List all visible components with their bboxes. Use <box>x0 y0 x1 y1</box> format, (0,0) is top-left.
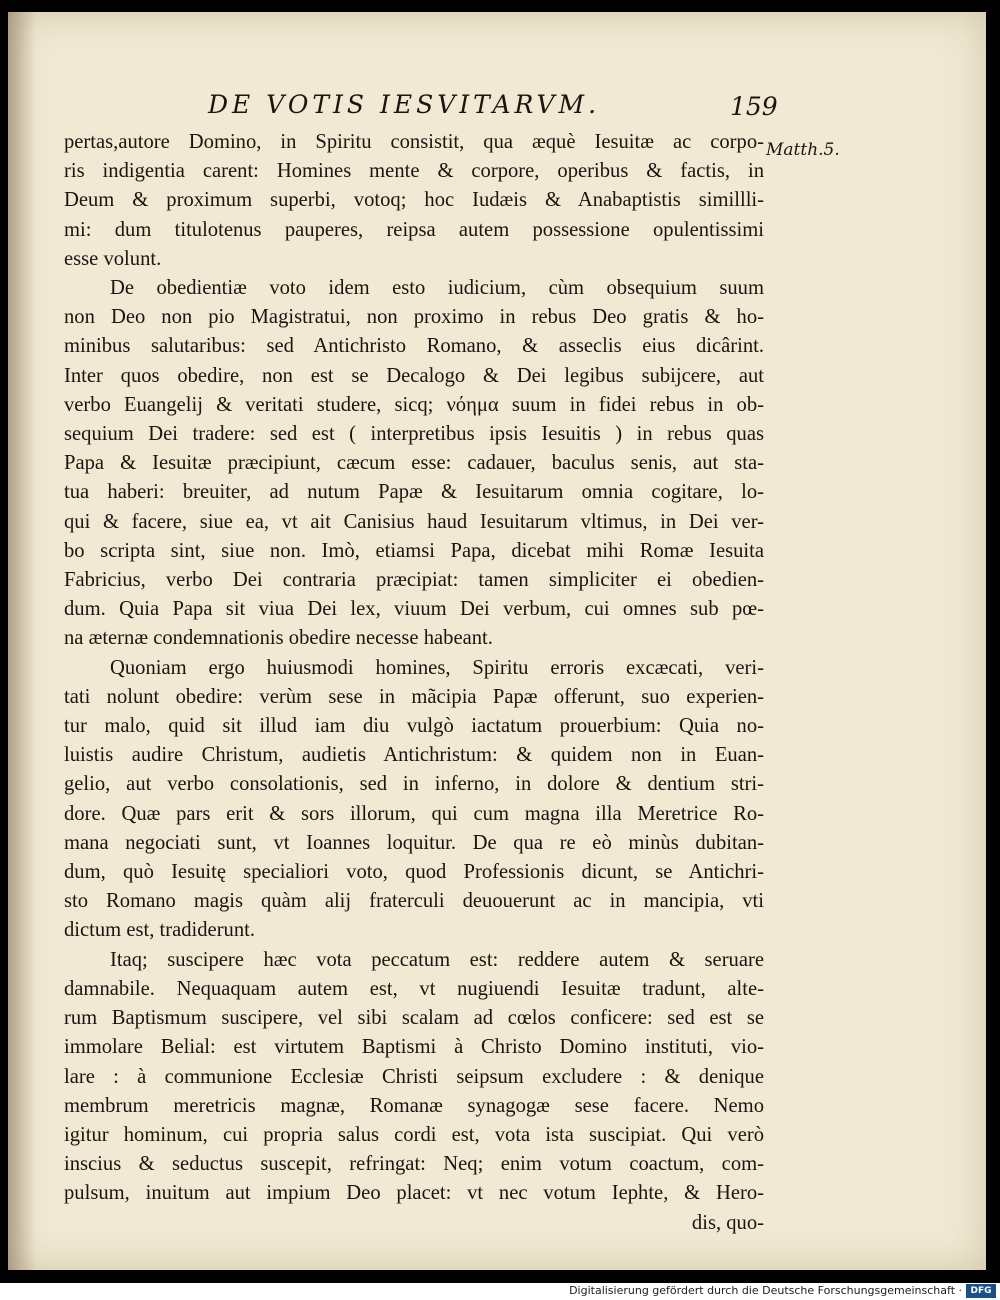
text-line: Itaq; suscipere hæc vota peccatum est: reddere autem & seruare <box>110 948 764 971</box>
page-number: 159 <box>730 92 778 121</box>
text-line: luistis audire Christum, audietis Antichristum: & quidem non in Euan- <box>64 744 764 767</box>
text-line: bo scripta sint, siue non. Imò, etiamsi Papa, dicebat mihi Romæ Iesuita <box>64 539 764 562</box>
marginal-note: Matth.5. <box>766 140 840 160</box>
text-line: Papa & Iesuitæ præcipiunt, cæcum esse: cadauer, baculus senis, aut sta- <box>64 452 764 475</box>
text-line: dictum est, tradiderunt. <box>64 919 256 942</box>
text-line: sequium Dei tradere: sed est ( interpretibus ipsis Iesuitis ) in rebus quas <box>64 423 764 446</box>
text-line: tati nolunt obedire: verùm sese in mãcipia Papæ offerunt, suo experien- <box>64 685 764 708</box>
text-line: Quoniam ergo huiusmodi homines, Spiritu erroris excæcati, veri- <box>110 656 764 679</box>
text-line: qui & facere, siue ea, vt ait Canisius haud Iesuitarum vltimus, in Dei ver- <box>64 510 764 533</box>
text-line: mi: dum titulotenus pauperes, reipsa autem possessione opulentissimi <box>64 218 764 241</box>
text-line: immolare Belial: est virtutem Baptismi à Christo Domino instituti, vio- <box>64 1036 764 1059</box>
text-line: igitur hominum, cui propria salus cordi est, vota ista suscipiat. Qui verò <box>64 1123 764 1146</box>
digitization-footer <box>0 1283 1000 1300</box>
text-line: minibus salutaribus: sed Antichristo Romano, & asseclis eius dicârint. <box>64 335 764 358</box>
text-line: non Deo non pio Magistratui, non proximo in rebus Deo gratis & ho- <box>64 306 764 329</box>
text-line: Inter quos obedire, non est se Decalogo & Dei legibus subijcere, aut <box>64 364 764 387</box>
text-line: Fabricius, verbo Dei contraria præcipiat: tamen simpliciter ei obedien- <box>64 569 764 592</box>
dfg-logo-icon: DFG <box>966 1284 996 1298</box>
gutter-shadow <box>8 12 36 1270</box>
text-line: pulsum, inuitum aut impium Deo placet: vt nec votum Iephte, & Hero- <box>64 1182 764 1205</box>
body-text <box>64 128 764 1238</box>
text-line: mana negociati sunt, vt Ioannes loquitur. De qua re eò minùs dubitan- <box>64 831 764 854</box>
text-line: verbo Euangelij & veritati studere, sicq; νόημα suum in fidei rebus in ob- <box>64 393 764 416</box>
catchword: dis, quo- <box>691 1211 764 1234</box>
text-line: ris indigentia carent: Homines mente & corpore, operibus & factis, in <box>64 160 764 183</box>
text-line: dore. Quæ pars erit & sors illorum, qui cum magna illa Meretrice Ro- <box>64 802 764 825</box>
book-page <box>8 12 986 1270</box>
text-line: sto Romano magis quàm alij fraterculi deuouerunt ac in mancipia, vti <box>64 890 764 913</box>
text-line: damnabile. Nequaquam autem est, vt nugiuendi Iesuitæ tradunt, alte- <box>64 977 764 1000</box>
funding-credit: Digitalisierung gefördert durch die Deutsche Forschungsgemeinschaft · <box>569 1284 962 1297</box>
text-line: membrum meretricis magnæ, Romanæ synagogæ sese facere. Nemo <box>64 1094 764 1117</box>
text-line: na æternæ condemnationis obedire necesse habeant. <box>64 627 493 650</box>
text-line: pertas,autore Domino, in Spiritu consistit, qua æquè Iesuitæ ac corpo- <box>64 131 764 153</box>
text-line: inscius & seductus suscepit, refringat: Neq; enim votum coactum, com- <box>64 1153 764 1176</box>
text-line: rum Baptismum suscipere, vel sibi scalam ad cœlos conficere: sed est se <box>64 1007 764 1030</box>
text-line: lare : à communione Ecclesiæ Christi seipsum excludere : & denique <box>64 1065 764 1088</box>
text-line: dum. Quia Papa sit viua Dei lex, viuum Dei verbum, cui omnes sub pœ- <box>64 598 764 621</box>
text-line: De obedientiæ voto idem esto iudicium, cùm obsequium suum <box>110 277 764 300</box>
text-line: dum, quò Iesuitę specialiori voto, quod Professionis dicunt, se Antichri- <box>64 861 764 884</box>
text-line: Deum & proximum superbi, votoq; hoc Iudæis & Anabaptistis simillli- <box>64 189 764 212</box>
running-head: DE VOTIS IESVITARVM. <box>208 90 601 119</box>
text-line: tua haberi: breuiter, ad nutum Papæ & Iesuitarum omnia cogitare, lo- <box>64 481 764 504</box>
text-line: tur malo, quid sit illud iam diu vulgò iactatum prouerbium: Quia no- <box>64 715 764 738</box>
text-line: gelio, aut verbo consolationis, sed in inferno, in dolore & dentium stri- <box>64 773 764 796</box>
text-line: esse volunt. <box>64 247 162 270</box>
